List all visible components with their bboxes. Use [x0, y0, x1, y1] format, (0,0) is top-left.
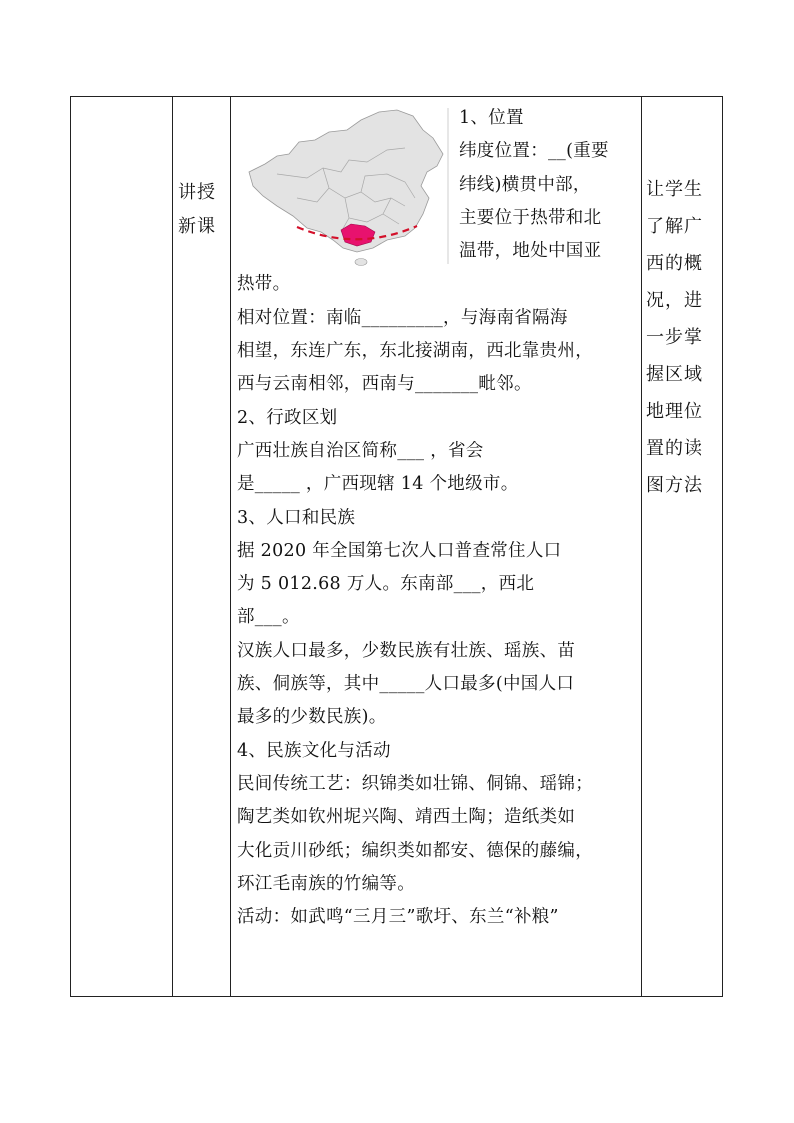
text-line: 民间传统工艺：织锦类如壮锦、侗锦、瑶锦；	[237, 773, 593, 794]
text-line: 陶艺类如钦州坭兴陶、靖西土陶；造纸类如	[237, 807, 576, 828]
text-line: 广西壮族自治区简称___ ，省会	[237, 440, 484, 461]
text-line: 为 5 012.68 万人。东南部___，西北	[237, 574, 535, 595]
text-line: 主要位于热带和北	[459, 207, 602, 228]
text-line: 最多的少数民族)。	[237, 707, 387, 728]
section-title-culture: 4、民族文化与活动	[237, 740, 391, 761]
section-title-admin: 2、行政区划	[237, 407, 338, 428]
column-divider	[230, 97, 231, 996]
text-line: 环江毛南族的竹编等。	[237, 873, 415, 894]
text-line: 据 2020 年全国第七次人口普查常住人口	[237, 540, 562, 561]
text-line: 部___。	[237, 607, 300, 628]
column-divider	[641, 97, 642, 996]
text-line: 是_____ ，广西现辖 14 个地级市。	[237, 474, 519, 495]
text-line: 活动：如武鸣“三月三”歌圩、东兰“补粮”	[237, 907, 559, 928]
column-divider	[172, 97, 173, 996]
china-map-icon	[237, 102, 455, 267]
text-line: 相对位置：南临_________，与海南省隔海	[237, 307, 568, 328]
text-line: 温带，地处中国亚	[459, 241, 602, 262]
teaching-stage-label: 讲授新课	[178, 182, 216, 237]
design-intent-text: 让学生了解广西的概况，进一步掌握区域地理位置的读图方法	[646, 179, 703, 496]
text-line: 族、侗族等，其中_____人口最多(中国人口	[237, 674, 575, 695]
text-line: 大化贡川砂纸；编织类如都安、德保的藤编，	[237, 840, 593, 861]
text-line: 纬度位置：__(重要	[459, 141, 609, 162]
china-map-graphic	[237, 102, 455, 267]
section-title-location: 1、位置	[459, 108, 524, 128]
lesson-content	[237, 102, 637, 934]
text-line: 相望，东连广东，东北接湖南，西北靠贵州，	[237, 341, 593, 362]
section-title-population: 3、人口和民族	[237, 507, 356, 528]
text-line: 纬线)横贯中部，	[459, 174, 591, 195]
text-line: 西与云南相邻，西南与_______毗邻。	[237, 374, 532, 395]
text-line: 汉族人口最多，少数民族有壮族、瑶族、苗	[237, 640, 576, 661]
text-line: 热带。	[237, 274, 291, 295]
